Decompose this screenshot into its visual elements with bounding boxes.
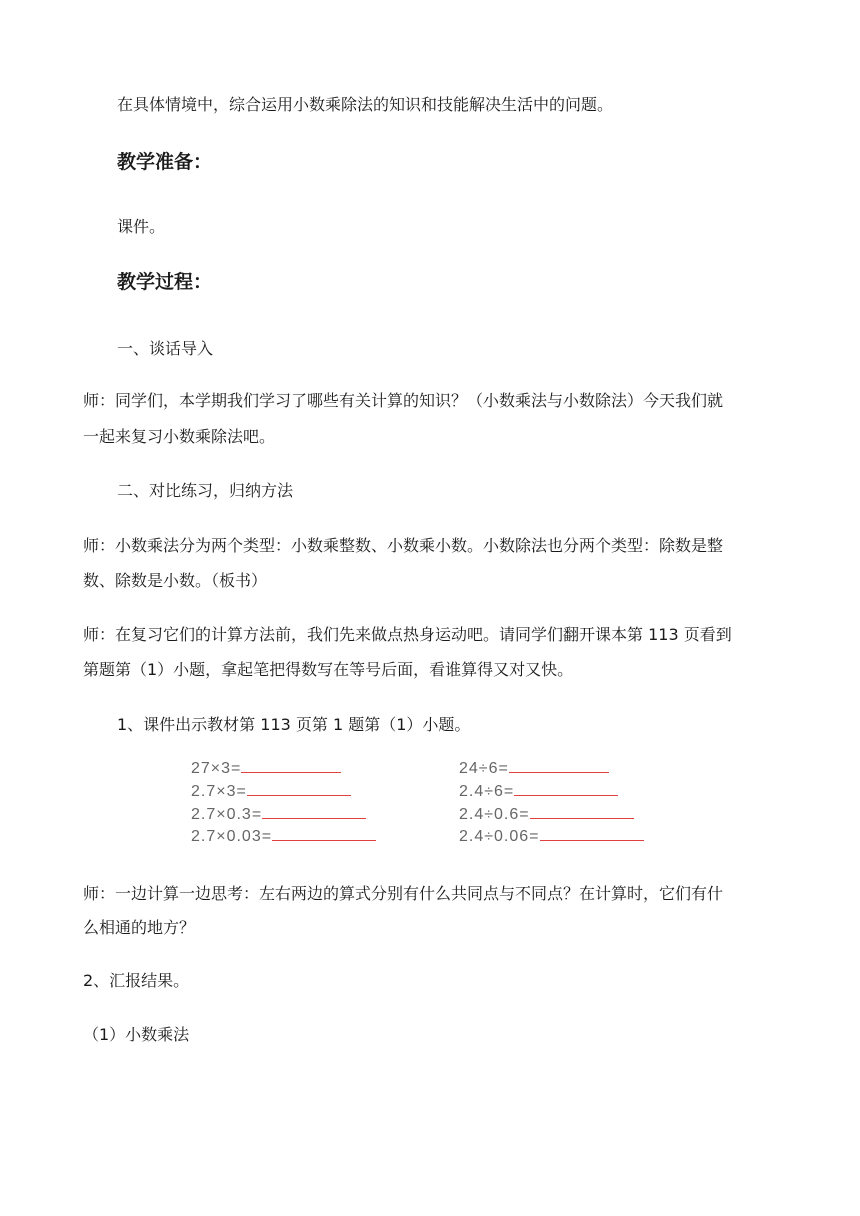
paragraph-4-line-2: 么相通的地方？ <box>83 918 196 937</box>
paragraph-2-line-1: 师：小数乘法分为两个类型：小数乘整数、小数乘小数。小数除法也分两个类型：除数是整 <box>83 536 724 555</box>
exercise-left-2: 2.7×3= <box>191 781 351 802</box>
paragraph-1-line-2: 一起来复习小数乘除法吧。 <box>83 427 276 446</box>
paragraph-3-line-1: 师：在复习它们的计算方法前，我们先来做点热身运动吧。请同学们翻开课本第 113 页看到 <box>83 625 732 644</box>
exercise-right-3: 2.4÷0.6= <box>459 804 634 825</box>
section-1-title: 一、谈话导入 <box>117 339 214 358</box>
paragraph-4-line-1: 师：一边计算一边思考：左右两边的算式分别有什么共同点与不同点？在计算时，它们有什 <box>83 884 724 903</box>
item-1-text: 1、课件出示教材第 113 页第 1 题第（1）小题。 <box>117 715 471 734</box>
objective-text: 在具体情境中，综合运用小数乘除法的知识和技能解决生活中的问题。 <box>117 95 614 114</box>
exercise-left-3: 2.7×0.3= <box>191 804 366 825</box>
exercise-left-1: 27×3= <box>191 758 341 779</box>
exercise-right-1: 24÷6= <box>459 758 609 779</box>
paragraph-2-line-2: 数、除数是小数。（板书） <box>83 571 268 590</box>
exercise-right-2: 2.4÷6= <box>459 781 618 802</box>
exercise-right-4: 2.4÷0.06= <box>459 826 644 847</box>
paragraph-3-line-2: 第题第（1）小题，拿起笔把得数写在等号后面，看谁算得又对又快。 <box>83 660 574 679</box>
prep-text: 课件。 <box>117 217 166 236</box>
exercise-left-4: 2.7×0.03= <box>191 826 376 847</box>
section-2-title: 二、对比练习，归纳方法 <box>117 481 294 500</box>
subsection-1-title: （1）小数乘法 <box>83 1025 190 1044</box>
prep-heading: 教学准备： <box>117 151 213 173</box>
paragraph-1-line-1: 师：同学们，本学期我们学习了哪些有关计算的知识？（小数乘法与小数除法）今天我们就 <box>83 391 724 410</box>
item-2-text: 2、汇报结果。 <box>83 971 190 990</box>
process-heading: 教学过程： <box>117 271 213 293</box>
